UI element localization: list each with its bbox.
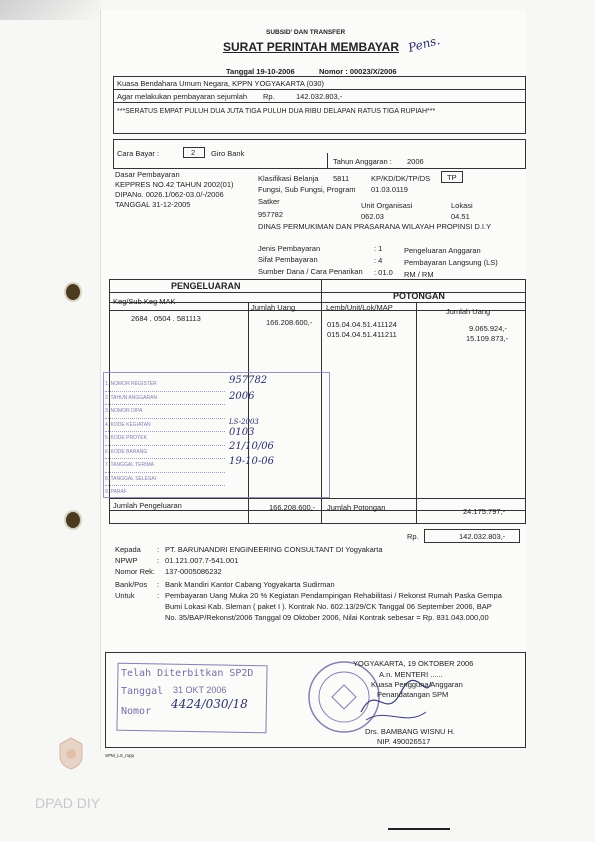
register-stamp-rows <box>105 378 225 499</box>
unit-label: Unit Organisasi <box>361 201 413 210</box>
npwp-label: NPWP <box>115 556 138 565</box>
cara-bayar-box <box>113 139 526 169</box>
agar-label: Agar melakukan pembayaran sejumlah <box>117 92 248 101</box>
sumber-label: Sumber Dana / Cara Penarikan <box>258 267 363 276</box>
potongan-col2: Jumlah Uang <box>446 307 491 316</box>
sp2d-number: 4424/030/18 <box>171 697 248 711</box>
register-hand: 2006 <box>229 391 255 402</box>
total-potongan: 24.175.797,- <box>463 507 506 516</box>
pengeluaran-row-amount: 166.208.600,- <box>266 318 313 327</box>
register-hand: 0103 <box>229 427 255 438</box>
untuk-line: Bumi Lokasi Kab. Sleman ( paket I ). Kontrak No. 602.13/29/CK Tanggal 06 September 2006, BAP <box>165 602 492 611</box>
sign-place-date: YOGYAKARTA, 19 OKTOBER 2006 <box>353 659 474 668</box>
rek-value: 137-0005086232 <box>165 567 222 576</box>
potongan-row-amount: 9.065.924,- <box>469 324 507 333</box>
bottom-rule <box>388 828 450 830</box>
dasar-line-1: KEPPRES NO.42 TAHUN 2002(01) <box>115 180 234 189</box>
sp2d-date: 31 OKT 2006 <box>173 685 227 695</box>
register-hand: 957782 <box>229 375 268 386</box>
sifat-code: : 4 <box>374 256 383 265</box>
dpad-logo-icon <box>56 736 86 770</box>
terbilang: ***SERATUS EMPAT PULUH DUA JUTA TIGA PULUH DUA RIBU DELAPAN RATUS TIGA RUPIAH*** <box>117 108 436 115</box>
fungsi-value: 01.03.0119 <box>371 185 408 194</box>
scan-shadow <box>0 0 100 20</box>
kepada-value: PT. BARUNANDRI ENGINEERING CONSULTANT DI Yogyakarta <box>165 545 383 554</box>
sign-nip: NIP. 490026517 <box>377 737 431 746</box>
register-hand: LS-2003 <box>229 418 259 426</box>
total-potongan-label: Jumlah Potongan <box>327 503 386 512</box>
agar-rp: Rp. <box>263 92 275 101</box>
sign-name: Drs. BAMBANG WISNU H. <box>365 727 456 736</box>
register-hand: 19-10-06 <box>229 456 274 467</box>
register-row: 5. KODE PROYEK <box>105 432 225 446</box>
register-row: 8. TANGGAL SELESAI <box>105 473 225 487</box>
register-row: 9. PARAF <box>105 489 127 495</box>
agar-amount: 142.032.803,- <box>296 92 343 101</box>
sp2d-line-1: Telah Diterbitkan SP2D <box>121 668 254 679</box>
unit-value: 062.03 <box>361 212 384 221</box>
total-pengeluaran-label: Jumlah Pengeluaran <box>113 501 182 510</box>
potongan-col1: Lemb/Unit/Lok/MAP <box>326 303 393 312</box>
kp-label: KP/KD/DK/TP/DS <box>371 174 431 183</box>
dasar-line-3: TANGGAL 31-12-2005 <box>115 200 191 209</box>
lokasi-value: 04.51 <box>451 212 470 221</box>
watermark-text: DPAD DIY <box>35 795 101 811</box>
pengeluaran-col1: Keg/Sub.Keg MAK <box>113 297 176 306</box>
tahun-value: 2006 <box>407 157 424 166</box>
dasar-line-2: DIPANo. 0026.1/062-03.0/-/2006 <box>115 190 224 199</box>
register-row: 6. KODE BARANG <box>105 446 225 460</box>
npwp-value: 01.121.007.7-541.001 <box>165 556 239 565</box>
potongan-title: POTONGAN <box>393 291 445 301</box>
fungsi-label: Fungsi, Sub Fungsi, Program <box>258 185 356 194</box>
tahun-label: Tahun Anggaran : <box>333 157 392 166</box>
signature-mark: Pens. <box>406 33 442 55</box>
sp2d-line-3: Nomor <box>121 706 152 717</box>
sifat-label: Sifat Pembayaran <box>258 255 318 264</box>
page-title: SURAT PERINTAH MEMBAYAR <box>223 40 400 54</box>
sp2d-line-2: Tanggal <box>121 686 164 697</box>
belanja-label: Klasifikasi Belanja <box>258 174 319 183</box>
pengeluaran-row-code: 2684 . 0504 . 581113 <box>131 314 201 323</box>
bank-label: Bank/Pos <box>115 580 148 589</box>
punch-hole-bottom <box>66 512 80 528</box>
register-row: 7. TANGGAL TERIMA <box>105 459 225 473</box>
tp-value: TP <box>447 173 457 182</box>
kuasa-text: Kuasa Bendahara Umum Negara, KPPN YOGYAKARTA (030) <box>117 79 325 88</box>
cara-bayar-label: Cara Bayar : <box>117 149 160 158</box>
sign-role: Penandatangan SPM <box>377 690 449 699</box>
register-row: 4. KODE KEGIATAN <box>105 419 225 433</box>
jenis-label: Jenis Pembayaran <box>258 244 321 253</box>
footer-code: SPM_LS_mpp <box>105 753 135 758</box>
satker-label: Satker <box>258 197 280 206</box>
punch-hole-top <box>66 284 80 300</box>
sifat-value: Pembayaran Langsung (LS) <box>404 258 498 267</box>
register-row: 3. NOMOR DIPA <box>105 405 225 419</box>
net-amount: 142.032.803,- <box>459 532 506 541</box>
top-label: SUBSID' DAN TRANSFER <box>266 29 346 36</box>
net-rp: Rp. <box>407 532 419 541</box>
potongan-row-amount: 15.109.873,- <box>466 334 509 343</box>
dinas-text: DINAS PERMUKIMAN DAN PRASARANA WILAYAH PROPINSI D.I.Y <box>258 222 492 231</box>
untuk-line: No. 35/BAP/Rekonst/2006 Tanggal 09 Oktober 2006, Nilai Kontrak sebesar = Rp. 831.043.000,00 <box>165 613 489 622</box>
bank-value: Bank Mandiri Kantor Cabang Yogyakarta Sudirman <box>165 580 335 589</box>
kepada-label: Kepada <box>115 545 141 554</box>
document-sheet: SUBSID' DAN TRANSFER SURAT PERINTAH MEMBAYAR Pens. Tanggal 19-10-2006 Nomor : 00023/X/2006 Kuasa Bendahara Umum Negara, KPPN YOGYAKARTA (030) Agar melakukan pembayaran sejumlah Rp. 142.032.803,- ***SERATUS EMPAT PULUH DUA JUTA TIGA PULUH DUA RIBU DELAPAN RATUS TIGA RUPIAH*** Cara Bayar : 2 Giro Bank Tahun Anggaran : 2006 Dasar Pembayaran KEPPRES NO.42 TAHUN 2002(01) DIPANo. 0026.1/062-03.0/-/2006 TANGGAL 31-12-2005 Klasifikasi Belanja 5811 KP/KD/DK/TP/DS TP Fungsi, Sub Fungsi, Program 01.03.0119 Satker Unit Organisasi Lokasi 957782 062.03 04.51 DINAS PERMUKIMAN DAN PRASARANA WILAYAH PROPINSI D.I.Y Jenis Pembayaran : 1 Pengeluaran Anggaran Sifat Pembayaran : 4 Pembayaran Langsung (LS) Sumber Dana / Cara Penarikan : 01.0 RM / RM PENGELUARAN POTONGAN Keg/Sub.Keg MAK Jumlah Uang Lemb/Unit/Lok/MAP Jumlah Uang 2684 . 0504 . 581113 166.208.600,- 015.04.04.51.411124 015.04.04.51.411211 9.065.924,- 15.109.873,- 1. NOMOR REGISTER 2. TAHUN ANGGARAN 3. NOMOR DIPA 4. KODE KEGIATAN 5. KODE PROYEK 6. KODE BARANG 7. TANGGAL TERIMA 8. TANGGAL SELESAI 9. PARAF 957782 2006 LS-2003 0103 21/10/06 19-10-06 Jumlah Pengeluaran 166.208.600,- Jumlah Potongan 24.175.797,- Rp. 142.032.803,- Kepada : PT. BARUNANDRI ENGINEERING CONSULTANT DI Yogyakarta NPWP : 01.121.007.7-541.001 Nomor Rek: 137-0005086232 Bank/Pos : Bank Mandiri Kantor Cabang Yogyakarta Sudirman Untuk : Pembayaran Uang Muka 20 % Kegiatan Pendampingan Rehabilitasi / Rekonst Rumah Paska Gempa Bumi Lokasi Kab. Sleman ( paket I ). Kontrak No. 602.13/29/CK Tanggal 06 September 2006, BAP No. 35/BAP/Rekonst/2006 Tanggal 09 Oktober 2006, Nilai Kontrak sebesar = Rp. 831.043.000,00 Telah Diterbitkan SP2D Tanggal 31 OKT 2006 Nomor 4424/030/18 YOGYAKARTA, 19 OKTOBER 2006 A.n. MENTERI ...... Kuasa Pengguna Anggaran Penandatangan SPM Drs. BAMBANG WISNU H. NIP. 490026517 SPM_LS_mpp <box>100 10 526 750</box>
pengeluaran-col2: Jumlah Uang <box>251 303 296 312</box>
pengeluaran-title: PENGELUARAN <box>171 281 241 291</box>
total-pengeluaran: 166.208.600,- <box>269 503 316 512</box>
rek-label: Nomor Rek: <box>115 567 156 576</box>
sumber-code: : 01.0 <box>374 268 393 277</box>
belanja-value: 5811 <box>333 174 350 183</box>
register-hand: 21/10/06 <box>229 441 274 452</box>
untuk-label: Untuk <box>115 591 135 600</box>
dasar-label: Dasar Pembayaran <box>115 170 180 179</box>
untuk-line: Pembayaran Uang Muka 20 % Kegiatan Pendampingan Rehabilitasi / Rekonst Rumah Paska Gempa <box>165 591 502 600</box>
tanggal: Tanggal 19-10-2006 <box>226 67 295 76</box>
register-row: 1. NOMOR REGISTER <box>105 378 225 392</box>
satker-value: 957782 <box>258 210 284 219</box>
cara-bayar-value: Giro Bank <box>211 149 245 158</box>
register-row: 2. TAHUN ANGGARAN <box>105 392 225 406</box>
nomor: Nomor : 00023/X/2006 <box>319 67 397 76</box>
jenis-value: Pengeluaran Anggaran <box>404 246 481 255</box>
sign-an: A.n. MENTERI ...... <box>379 670 443 679</box>
sign-kuasa: Kuasa Pengguna Anggaran <box>371 680 463 689</box>
potongan-row-code: 015.04.04.51.411211 <box>327 330 397 339</box>
jenis-code: : 1 <box>374 244 383 253</box>
potongan-row-code: 015.04.04.51.411124 <box>327 320 397 329</box>
cara-bayar-code: 2 <box>191 148 196 157</box>
lokasi-label: Lokasi <box>451 201 473 210</box>
sumber-value: RM / RM <box>404 270 434 279</box>
